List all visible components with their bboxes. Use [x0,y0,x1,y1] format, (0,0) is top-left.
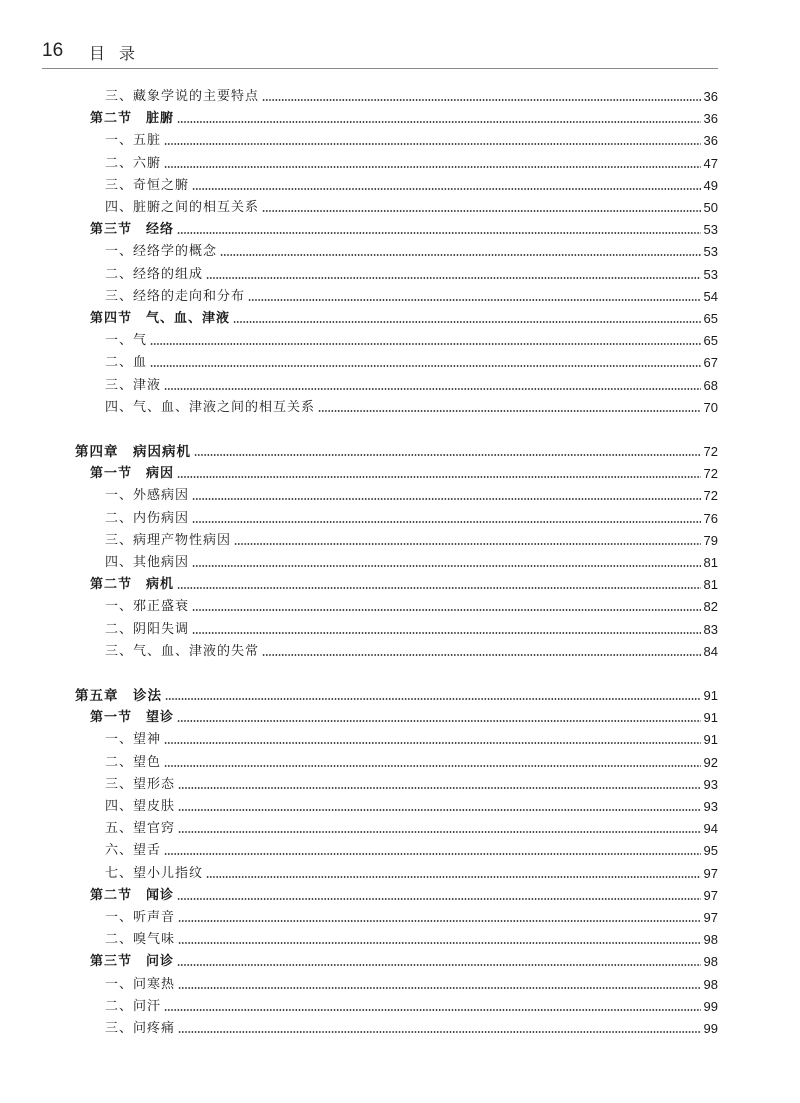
toc-section [90,308,718,330]
toc-page-number: 97 [703,865,718,881]
dot-leader [192,565,701,567]
toc-page-number: 67 [703,355,718,371]
toc-entry-title: 六、望舌 [105,843,162,859]
dot-leader [206,277,701,279]
toc-page-number: 81 [703,555,718,570]
toc-entry-title: 三、奇恒之腑 [105,177,190,193]
toc-item [105,641,718,663]
toc-entry-title: 二、经络的组成 [105,266,204,282]
toc-entry-title: 第一节 望诊 [90,710,175,726]
toc-entry-title: 一、听声音 [105,910,176,925]
dot-leader [262,99,701,101]
toc-entry-title: 第二节 脏腑 [90,111,175,127]
dot-leader [164,853,701,855]
toc-page-number: 70 [703,399,718,415]
toc-item [105,774,718,796]
toc-item [105,974,718,996]
toc-entry-title: 第五章 诊法 [75,688,162,704]
dot-leader [233,321,701,323]
toc-item [105,796,718,818]
toc-entry-title: 四、脏腑之间的相互关系 [105,200,260,215]
dot-leader [192,521,701,523]
dot-leader [220,254,701,256]
toc-page-number: 93 [703,776,718,792]
toc-entry-title: 一、经络学的概念 [105,244,218,260]
toc-section [90,574,718,596]
toc-item [105,130,718,152]
toc-page-number: 53 [703,244,718,260]
toc-item [105,1018,718,1040]
toc-item [105,197,718,219]
dot-leader [164,166,701,168]
toc-section [90,707,718,729]
toc-section [90,951,718,973]
toc-page-number: 65 [703,311,718,326]
toc-entry-title: 一、外感病因 [105,488,190,504]
toc-page-number: 82 [703,599,718,615]
dot-leader [318,410,701,412]
toc-page-number: 54 [703,288,718,304]
toc-entry-title: 三、气、血、津液的失常 [105,643,260,659]
toc-entry-title: 二、望色 [105,754,162,770]
toc-entry-title: 第四节 气、血、津液 [90,311,231,326]
dot-leader [178,809,701,811]
toc-entry-title: 二、内伤病因 [105,510,190,526]
toc-entry-title: 第三节 问诊 [90,954,175,970]
toc-page-number: 99 [703,998,718,1014]
dot-leader [164,1009,701,1011]
toc-entry-title: 三、病理产物性病因 [105,532,232,548]
toc-page-number: 97 [703,887,718,903]
toc-item [105,153,718,175]
dot-leader [177,476,701,478]
toc-page-number: 50 [703,200,718,215]
toc-page-number: 84 [703,643,718,659]
toc-page-number: 53 [703,222,718,238]
toc-entry-title: 第四章 病因病机 [75,444,191,460]
dot-leader [178,942,701,944]
toc-page-number: 36 [703,89,718,104]
toc-entry-title: 五、望官窍 [105,821,176,837]
toc-page-number: 76 [703,510,718,526]
dot-leader [178,787,701,789]
toc-page-number: 91 [703,688,718,703]
toc-chapter [75,441,718,463]
toc-page-number: 92 [703,754,718,770]
toc-item [105,330,718,352]
toc-page-number: 53 [703,266,718,282]
toc-entry-title: 一、气 [105,333,148,349]
toc-entry-title: 第一节 病因 [90,466,175,482]
toc-entry-title: 二、血 [105,355,148,371]
dot-leader [178,920,701,922]
toc-entry-title: 三、经络的走向和分布 [105,288,246,304]
dot-leader [164,143,701,145]
dot-leader [177,232,701,234]
toc-entry-title: 二、阴阳失调 [105,621,190,637]
toc-page-number: 99 [703,1021,718,1036]
toc-page-number: 95 [703,843,718,859]
toc-section [90,219,718,241]
toc-page-number: 36 [703,133,718,149]
dot-leader [262,210,701,212]
toc-item [105,375,718,397]
toc-entry-title: 一、问寒热 [105,976,176,992]
toc-entry-title: 四、其他病因 [105,555,190,570]
toc-item [105,818,718,840]
dot-leader [164,388,701,390]
dot-leader [178,831,701,833]
toc-chapter [75,685,718,707]
dot-leader [150,365,701,367]
dot-leader [164,765,701,767]
toc-page-number: 68 [703,377,718,393]
toc-entry-title: 三、津液 [105,377,162,393]
toc-page-number: 65 [703,333,718,349]
toc-item [105,264,718,286]
dot-leader [192,609,701,611]
toc-section [90,108,718,130]
toc-page-number: 91 [703,732,718,748]
toc-entry-title: 第二节 病机 [90,577,175,593]
dot-leader [234,543,701,545]
dot-leader [192,632,701,634]
toc-section [90,463,718,485]
toc-page-number: 93 [703,799,718,814]
dot-leader [248,299,701,301]
toc-item [105,552,718,574]
dot-leader [177,720,701,722]
toc-entry-title: 一、邪正盛衰 [105,599,190,615]
toc-entry-title: 一、五脏 [105,133,162,149]
dot-leader [177,121,701,123]
toc-item [105,863,718,885]
dot-leader [177,898,701,900]
dot-leader [206,876,701,878]
toc-item [105,485,718,507]
toc-entry-title: 第三节 经络 [90,222,175,238]
toc-page-number: 47 [703,155,718,171]
dot-leader [177,587,701,589]
toc-item [105,840,718,862]
toc-item [105,241,718,263]
toc-page-number: 72 [703,466,718,482]
toc-item [105,619,718,641]
toc-item [105,729,718,751]
dot-leader [177,964,701,966]
toc-item [105,86,718,108]
toc-page-number: 98 [703,954,718,970]
dot-leader [150,343,701,345]
toc-page-number: 72 [703,488,718,504]
toc-page-number: 72 [703,444,718,459]
toc-item [105,508,718,530]
toc-item [105,530,718,552]
toc-item [105,352,718,374]
toc-entry-title: 四、望皮肤 [105,799,176,814]
toc-item [105,286,718,308]
toc-entry-title: 三、藏象学说的主要特点 [105,89,260,104]
dot-leader [192,498,701,500]
toc-page-number: 91 [703,710,718,726]
toc-page-number: 49 [703,177,718,193]
toc-item [105,929,718,951]
dot-leader [262,654,701,656]
dot-leader [164,742,701,744]
toc-entry-title: 二、嗅气味 [105,932,176,948]
toc-section [90,885,718,907]
toc-page-number: 36 [703,111,718,127]
toc-page-number: 97 [703,910,718,925]
toc-item [105,752,718,774]
dot-leader [165,698,701,700]
toc-item [105,907,718,929]
toc-page-number: 81 [703,577,718,593]
toc-page-number: 79 [703,532,718,548]
page-number: 16 [42,40,64,61]
running-header [42,38,718,69]
toc-item [105,996,718,1018]
toc-page-number: 98 [703,976,718,992]
toc-entry-title: 一、望神 [105,732,162,748]
toc-entry-title: 第二节 闻诊 [90,887,175,903]
dot-leader [178,987,701,989]
running-title: 目录 [89,44,150,63]
dot-leader [192,188,701,190]
toc-entry-title: 四、气、血、津液之间的相互关系 [105,399,316,415]
dot-leader [178,1031,701,1033]
toc-item [105,596,718,618]
toc-page-number: 98 [703,932,718,948]
toc-item [105,175,718,197]
toc-entry-title: 七、望小儿指纹 [105,865,204,881]
toc-page-number: 94 [703,821,718,837]
dot-leader [194,454,701,456]
toc-entry-title: 二、六腑 [105,155,162,171]
toc-entry-title: 三、望形态 [105,776,176,792]
toc-page-number: 83 [703,621,718,637]
toc-item [105,397,718,419]
toc-entry-title: 二、问汗 [105,998,162,1014]
toc-entry-title: 三、问疼痛 [105,1021,176,1036]
